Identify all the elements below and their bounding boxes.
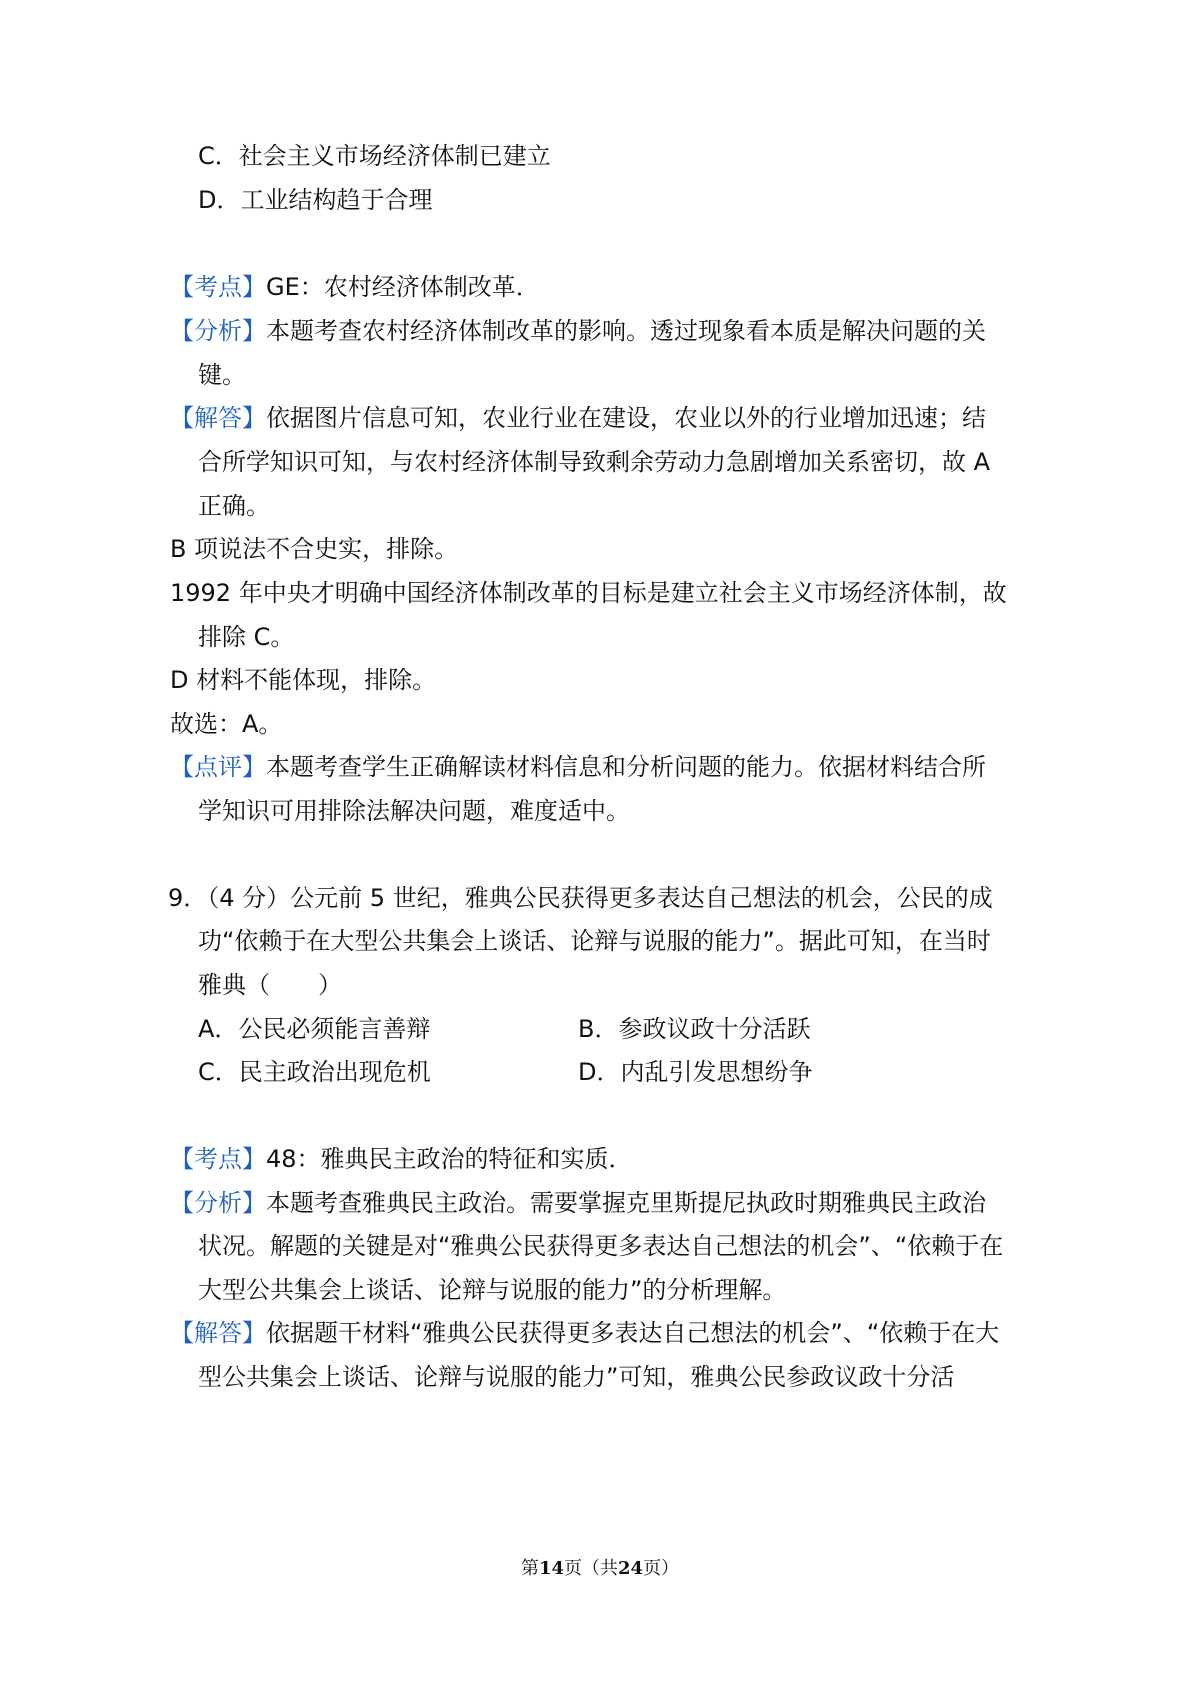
option-d: D．工业结构趋于合理 (198, 186, 433, 214)
question-9-stem: 9．（4 分）公元前 5 世纪，雅典公民获得更多表达自己想法的机会，公民的成 (168, 884, 993, 912)
dianping-line: 本题考查学生正确解读材料信息和分析问题的能力。依据材料结合所 (266, 753, 986, 781)
kaodian-text: 48：雅典民主政治的特征和实质． (266, 1145, 633, 1173)
jieda-line: 依据图片信息可知，农业行业在建设，农业以外的行业增加迅速；结 (266, 404, 986, 432)
fenxi-line: 本题考查农村经济体制改革的影响。透过现象看本质是解决问题的关 (266, 317, 986, 345)
page-footer (0, 1557, 1200, 1581)
extra-line: 排除 C。 (198, 623, 295, 651)
fenxi-tag: 【分析】 (170, 317, 266, 345)
fenxi-line: 大型公共集会上谈话、论辩与说服的能力”的分析理解。 (198, 1276, 787, 1304)
dianping-line: 学知识可用排除法解决问题，难度适中。 (198, 797, 630, 825)
jieda-line: 型公共集会上谈话、论辩与说服的能力”可知，雅典公民参政议政十分活 (198, 1363, 955, 1391)
jieda-line: 依据题干材料“雅典公民获得更多表达自己想法的机会”、“依赖于在大 (266, 1319, 1000, 1347)
question-9-stem: 功“依赖于在大型公共集会上谈话、论辩与说服的能力”。据此可知，在当时 (198, 927, 991, 955)
dianping-row (170, 751, 986, 783)
kaodian-tag: 【考点】 (170, 1145, 266, 1173)
option-c: C．社会主义市场经济体制已建立 (198, 142, 551, 170)
kaodian-tag: 【考点】 (170, 273, 266, 301)
jieda-line: 合所学知识可知，与农村经济体制导致剩余劳动力急剧增加关系密切，故 A (198, 448, 991, 476)
kaodian-row (170, 271, 540, 303)
option-c: C．民主政治出现危机 (198, 1058, 431, 1086)
dianping-tag: 【点评】 (170, 753, 266, 781)
kaodian-row (170, 1143, 633, 1175)
answer-line: 故选：A。 (170, 710, 283, 738)
footer-total-pages: 24 (618, 1558, 644, 1579)
jieda-row (170, 402, 986, 434)
fenxi-line: 状况。解题的关键是对“雅典公民获得更多表达自己想法的机会”、“依赖于在 (198, 1232, 1004, 1260)
fenxi-line: 本题考查雅典民主政治。需要掌握克里斯提尼执政时期雅典民主政治 (266, 1189, 986, 1217)
footer-middle: 页（共 (564, 1558, 618, 1579)
jieda-tag: 【解答】 (170, 404, 266, 432)
jieda-tag: 【解答】 (170, 1319, 266, 1347)
fenxi-line: 键。 (198, 361, 246, 389)
option-b: B．参政议政十分活跃 (578, 1015, 811, 1043)
option-d: D．内乱引发思想纷争 (578, 1058, 813, 1086)
fenxi-row (170, 315, 986, 347)
question-9-stem: 雅典（ ） (198, 971, 342, 999)
footer-suffix: 页） (643, 1558, 680, 1579)
fenxi-row (170, 1187, 986, 1219)
jieda-line: 正确。 (198, 492, 270, 520)
extra-line: B 项说法不合史实，排除。 (170, 535, 459, 563)
extra-line: D 材料不能体现，排除。 (170, 666, 437, 694)
fenxi-tag: 【分析】 (170, 1189, 266, 1217)
kaodian-text: GE：农村经济体制改革． (266, 273, 540, 301)
footer-prefix: 第 (520, 1558, 539, 1579)
extra-line: 1992 年中央才明确中国经济体制改革的目标是建立社会主义市场经济体制，故 (170, 579, 1007, 607)
option-a: A．公民必须能言善辩 (198, 1015, 431, 1043)
footer-page-number: 14 (538, 1558, 564, 1579)
jieda-row (170, 1317, 999, 1349)
